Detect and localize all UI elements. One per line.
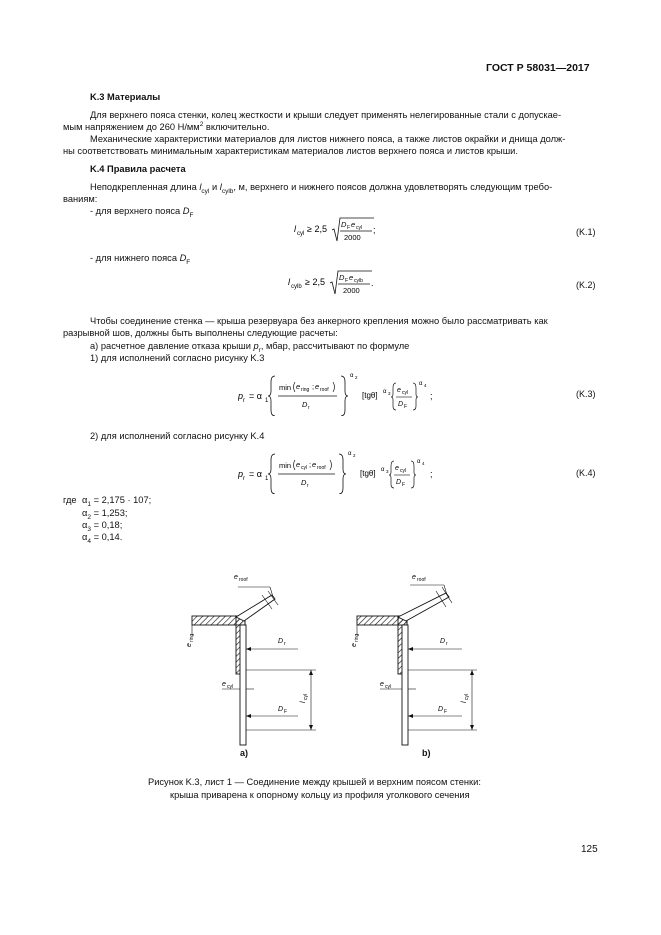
svg-text:;: ; xyxy=(309,460,312,469)
svg-text:D: D xyxy=(301,478,307,487)
section-k3-heading: K.3 Материалы xyxy=(90,92,161,102)
svg-text:F: F xyxy=(347,225,351,231)
k3-paragraph2-line1: Механические характеристики материалов для листов нижнего пояса, а также листов окрайки и днища долж- xyxy=(90,134,566,144)
svg-text:min: min xyxy=(279,383,292,392)
k4-paragraph2-line2: разрывной шов, должны быть выполнены следующие расчеты: xyxy=(63,328,338,338)
svg-text:D: D xyxy=(341,220,347,229)
svg-text:F: F xyxy=(345,278,349,284)
equation-k2-formula xyxy=(288,268,378,298)
svg-text:cyl: cyl xyxy=(356,225,363,231)
section-k4-heading: K.4 Правила расчета xyxy=(90,164,186,174)
coefficient-a2: $\alpha_2 = 1,253$; xyxy=(82,508,128,521)
svg-text:min: min xyxy=(279,461,292,470)
svg-text:cyl: cyl xyxy=(227,684,234,690)
svg-text:r: r xyxy=(307,483,309,489)
svg-text:D: D xyxy=(278,706,284,713)
figure-caption-line1: Рисунок K.3, лист 1 — Соединение между крышей и верхним поясом стенки: xyxy=(148,777,481,787)
k4-paragraph1-line1: Неподкрепленная длина $l_{cyl}$ и $l_{cylb}$, м, верхнего и нижнего поясов должна удовлетворять следующим требо- xyxy=(90,182,553,195)
svg-text:e: e xyxy=(312,460,317,469)
svg-text:e: e xyxy=(412,574,416,581)
equation-k1-number: (K.1) xyxy=(576,227,596,237)
k3-paragraph1-line1: Для верхнего пояса стенки, колец жесткости и крыши следует применять нелегированные стали с допускае- xyxy=(90,110,562,120)
svg-text:;: ; xyxy=(430,469,433,479)
svg-text:4: 4 xyxy=(422,461,425,466)
upper-course-label: - для верхнего пояса $D_F$ xyxy=(90,206,194,219)
coefficients-where: где xyxy=(63,495,77,505)
coefficient-a3: $\alpha_3 = 0,18$; xyxy=(82,520,123,533)
k3-paragraph2-line2: ны соответствовать минимальным характеристикам материалов листов верхнего пояса и листов крыши. xyxy=(63,146,518,156)
k4-paragraph2-line1: Чтобы соединение стенка — крыша резервуара без анкерного крепления можно было рассматривать как xyxy=(90,316,548,326)
svg-text:e: e xyxy=(397,387,401,394)
item-a: а) расчетное давление отказа крыши $p_r$, мбар, рассчитывают по формуле xyxy=(90,341,410,354)
svg-text:p: p xyxy=(238,469,244,479)
svg-text:cylb: cylb xyxy=(354,278,363,284)
svg-text:r: r xyxy=(243,398,245,404)
item-2: 2) для исполнений согласно рисунку K.4 xyxy=(90,431,265,441)
svg-text:[tgθ]: [tgθ] xyxy=(362,391,378,400)
svg-text:cyl: cyl xyxy=(464,693,470,700)
svg-text:l: l xyxy=(288,277,290,287)
svg-text:cyl: cyl xyxy=(400,468,407,474)
figure-label-a: a) xyxy=(240,748,249,758)
page-number: 125 xyxy=(581,844,598,855)
equation-k1-formula xyxy=(294,215,384,245)
svg-text:e: e xyxy=(234,574,238,581)
svg-text:r: r xyxy=(446,641,448,647)
svg-text:D: D xyxy=(440,638,446,645)
svg-text:;: ; xyxy=(373,225,376,235)
svg-text:α: α xyxy=(383,389,387,395)
svg-text:e: e xyxy=(296,382,301,391)
svg-text:roof: roof xyxy=(417,577,426,583)
svg-text:p: p xyxy=(238,391,244,401)
svg-text:e: e xyxy=(222,681,226,688)
document-number: ГОСТ Р 58031—2017 xyxy=(486,62,590,74)
svg-text:e: e xyxy=(349,273,354,282)
coefficient-a4: $\alpha_4 = 0,14$. xyxy=(82,532,123,545)
svg-text:;: ; xyxy=(312,382,315,391)
svg-text:α: α xyxy=(348,451,352,457)
variant-a-drawing xyxy=(186,574,316,745)
svg-text:F: F xyxy=(444,709,448,715)
svg-text:r: r xyxy=(308,405,310,411)
svg-text:= α: = α xyxy=(249,391,262,401)
svg-text:;: ; xyxy=(430,391,433,401)
equation-k4-formula xyxy=(238,448,438,494)
svg-text:3: 3 xyxy=(386,469,389,474)
svg-text:cyl: cyl xyxy=(297,231,305,237)
svg-text:α: α xyxy=(417,459,421,465)
svg-text:2: 2 xyxy=(353,453,356,458)
svg-text:α: α xyxy=(419,381,423,387)
svg-text:D: D xyxy=(339,273,345,282)
svg-text:2000: 2000 xyxy=(344,233,361,242)
svg-text:roof: roof xyxy=(320,387,329,393)
svg-text:4: 4 xyxy=(424,383,427,388)
svg-text:cyl: cyl xyxy=(402,390,409,396)
equation-k4-number: (K.4) xyxy=(576,468,596,478)
k4-paragraph1-line2: ваниям: xyxy=(63,194,98,204)
svg-text:3: 3 xyxy=(388,391,391,396)
svg-text:F: F xyxy=(404,404,408,410)
svg-text:e: e xyxy=(380,681,384,688)
svg-text:r: r xyxy=(284,641,286,647)
coefficient-a1: $\alpha_1 = 2,175 \cdot 107$; xyxy=(82,495,152,508)
svg-text:cyl: cyl xyxy=(303,693,309,700)
svg-text:D: D xyxy=(438,706,444,713)
lower-course-label: - для нижнего пояса $D_F$ xyxy=(90,253,191,266)
svg-text:α: α xyxy=(381,467,385,473)
svg-text:1: 1 xyxy=(265,398,269,404)
svg-text:l: l xyxy=(300,701,307,703)
svg-text:ring: ring xyxy=(354,633,360,642)
svg-text:cyl: cyl xyxy=(301,465,308,471)
svg-text:≥ 2,5: ≥ 2,5 xyxy=(305,277,325,287)
svg-text:cyl: cyl xyxy=(385,684,392,690)
equation-k3 xyxy=(238,370,438,418)
svg-text:1: 1 xyxy=(265,476,269,482)
equation-k1 xyxy=(294,215,384,247)
item-1: 1) для исполнений согласно рисунку K.3 xyxy=(90,353,265,363)
figure-label-b: b) xyxy=(422,748,431,758)
svg-text:roof: roof xyxy=(317,465,326,471)
svg-text:.: . xyxy=(371,278,374,288)
equation-k2 xyxy=(288,268,378,300)
svg-text:ring: ring xyxy=(301,387,310,393)
svg-text:D: D xyxy=(278,638,284,645)
svg-text:= α: = α xyxy=(249,469,262,479)
svg-text:l: l xyxy=(294,224,296,234)
svg-text:r: r xyxy=(243,476,245,482)
figure-k3-drawing xyxy=(180,565,500,765)
svg-text:e: e xyxy=(351,220,356,229)
svg-text:F: F xyxy=(402,482,406,488)
svg-text:roof: roof xyxy=(239,577,248,583)
svg-text:D: D xyxy=(398,401,404,408)
svg-text:e: e xyxy=(395,465,399,472)
svg-text:2000: 2000 xyxy=(343,286,360,295)
svg-text:2: 2 xyxy=(355,375,358,380)
svg-text:e: e xyxy=(315,382,320,391)
svg-text:≥ 2,5: ≥ 2,5 xyxy=(307,224,327,234)
svg-text:α: α xyxy=(350,373,354,379)
variant-b-drawing xyxy=(351,574,477,745)
svg-text:D: D xyxy=(396,479,402,486)
svg-text:F: F xyxy=(284,709,288,715)
svg-text:e: e xyxy=(351,643,358,647)
svg-text:e: e xyxy=(186,643,193,647)
k3-paragraph1-line2: мым напряжением до 260 $Н/мм^2$ включительно. xyxy=(63,120,270,132)
svg-text:cylb: cylb xyxy=(291,284,302,290)
equation-k3-number: (K.3) xyxy=(576,389,596,399)
figure-caption-line2: крыша приварена к опорному кольцу из профиля уголкового сечения xyxy=(170,790,470,800)
equation-k3-formula xyxy=(238,370,438,416)
svg-text:[tgθ]: [tgθ] xyxy=(360,469,376,478)
equation-k2-number: (K.2) xyxy=(576,280,596,290)
svg-text:ring: ring xyxy=(189,633,195,642)
equation-k4 xyxy=(238,448,438,496)
svg-text:l: l xyxy=(461,701,468,703)
svg-text:e: e xyxy=(296,460,301,469)
svg-text:D: D xyxy=(302,400,308,409)
